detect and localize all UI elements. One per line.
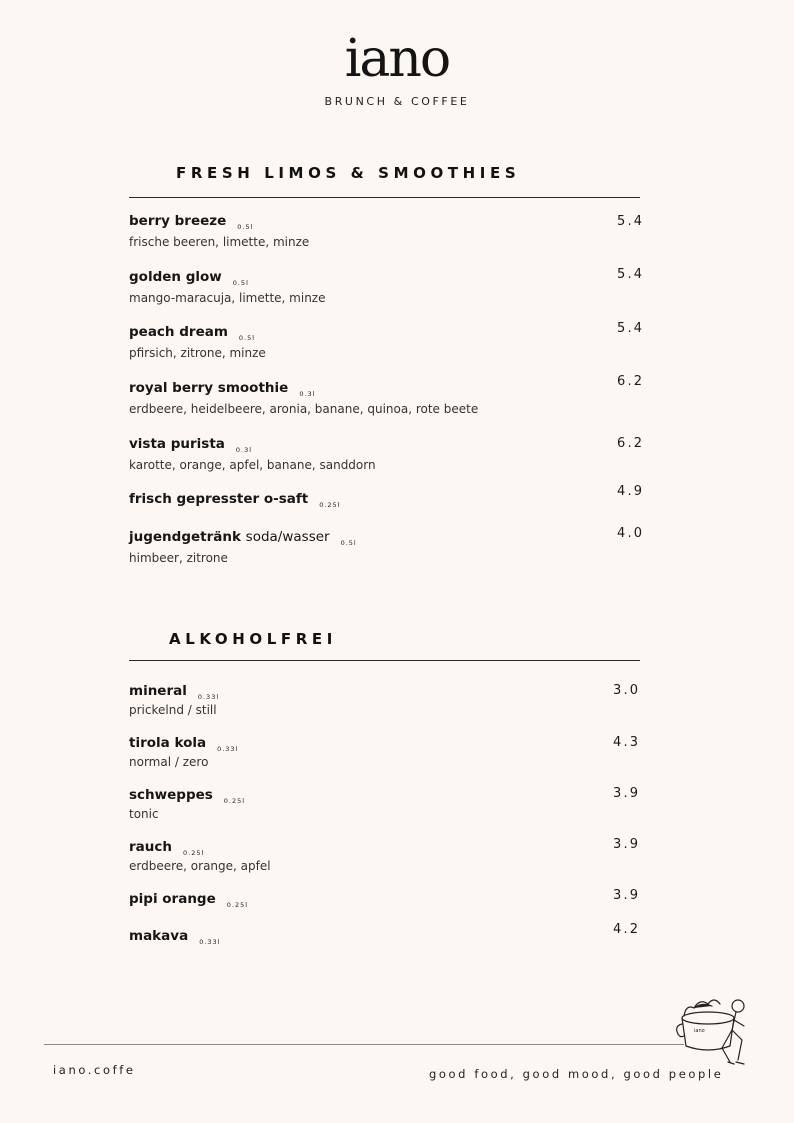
item-price: 4.2	[613, 922, 641, 937]
menu-item	[129, 786, 649, 822]
menu-item	[129, 734, 649, 770]
item-description: normal / zero	[129, 755, 209, 769]
item-name: schweppes	[129, 787, 213, 803]
brand-logo: iano	[344, 29, 450, 89]
item-price: 6.2	[617, 436, 645, 451]
menu-item	[129, 212, 649, 250]
item-price: 3.0	[613, 683, 641, 698]
item-name: peach dream	[129, 324, 228, 340]
item-price: 4.0	[617, 526, 645, 541]
item-size: 0.5l	[340, 539, 357, 547]
item-description: tonic	[129, 807, 159, 821]
item-description: frische beeren, limette, minze	[129, 235, 310, 249]
item-size: 0.25l	[319, 501, 341, 509]
item-price: 4.3	[613, 735, 641, 750]
menu-item	[129, 682, 649, 718]
section-divider	[129, 197, 640, 198]
item-name: rauch	[129, 839, 172, 855]
item-name: royal berry smoothie	[129, 380, 289, 396]
item-size: 0.5l	[238, 334, 256, 342]
menu-item	[129, 528, 649, 566]
item-name: mineral	[129, 683, 187, 699]
item-description: prickelnd / still	[129, 703, 217, 717]
item-name: jugendgetränk	[129, 529, 241, 545]
menu-item	[129, 435, 649, 473]
item-size: 0.5l	[237, 223, 254, 231]
item-description: himbeer, zitrone	[129, 551, 228, 565]
section-title-fresh-limos: FRESH LIMOS & SMOOTHIES	[176, 164, 521, 182]
footer-slogan: good food, good mood, good people	[429, 1067, 724, 1081]
item-name: berry breeze	[129, 213, 227, 229]
menu-item	[129, 490, 649, 510]
item-name: vista purista	[129, 436, 225, 452]
item-size: 0.25l	[183, 849, 205, 857]
item-name: tirola kola	[129, 735, 207, 751]
item-name: pipi orange	[129, 891, 216, 907]
menu-item	[129, 890, 649, 910]
item-price: 3.9	[613, 837, 641, 852]
section-title-alkoholfrei: ALKOHOLFREI	[169, 630, 337, 648]
item-price: 6.2	[617, 374, 645, 389]
menu-item	[129, 838, 649, 874]
item-name: golden glow	[129, 269, 222, 285]
item-size: 0.25l	[226, 901, 249, 909]
item-description: mango-maracuja, limette, minze	[129, 291, 326, 305]
item-price: 5.4	[617, 214, 645, 229]
item-price: 5.4	[617, 267, 645, 282]
item-description: pfirsich, zitrone, minze	[129, 346, 266, 360]
coffee-cup-character-icon	[672, 990, 752, 1070]
item-size: 0.33l	[217, 745, 239, 753]
item-description: karotte, orange, apfel, banane, sanddorn	[129, 458, 376, 472]
menu-item	[129, 268, 649, 306]
item-price: 5.4	[617, 321, 645, 336]
item-name: makava	[129, 928, 189, 944]
item-size: 0.3l	[299, 390, 316, 398]
item-price: 3.9	[613, 786, 641, 801]
item-name: frisch gepresster o-saft	[129, 491, 309, 507]
item-price: 4.9	[617, 484, 645, 499]
footer-divider	[44, 1044, 684, 1045]
item-size: 0.33l	[199, 938, 221, 946]
menu-item	[129, 379, 649, 417]
item-description: erdbeere, heidelbeere, aronia, banane, quinoa, rote beete	[129, 402, 479, 416]
item-size: 0.33l	[197, 693, 220, 701]
section-divider	[129, 660, 640, 661]
item-size: 0.3l	[235, 446, 253, 454]
item-price: 3.9	[613, 888, 641, 903]
footer-website: iano.coffe	[53, 1063, 136, 1077]
svg-text:iano: iano	[694, 1028, 705, 1034]
item-size: 0.5l	[232, 279, 249, 287]
menu-item	[129, 927, 649, 947]
item-name-suffix: soda/wasser	[245, 529, 330, 545]
item-description: erdbeere, orange, apfel	[129, 859, 271, 873]
menu-item	[129, 323, 649, 361]
item-size: 0.25l	[223, 797, 246, 805]
brand-tagline: BRUNCH & COFFEE	[324, 95, 470, 108]
